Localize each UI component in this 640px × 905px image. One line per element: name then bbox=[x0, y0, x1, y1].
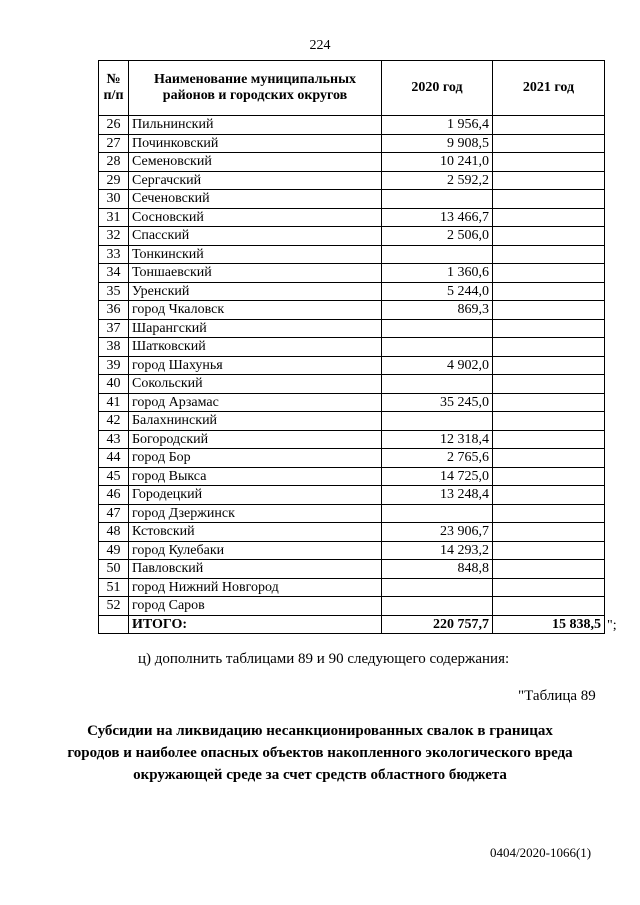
row-value-2021 bbox=[493, 578, 605, 597]
row-value-2020: 1 956,4 bbox=[382, 116, 493, 135]
table-row bbox=[99, 153, 605, 172]
row-value-2021 bbox=[493, 486, 605, 505]
row-value-2020: 1 360,6 bbox=[382, 264, 493, 283]
row-name: Балахнинский bbox=[129, 412, 382, 431]
row-num: 34 bbox=[99, 264, 129, 283]
header-name: Наименование муниципальных районов и городских округов bbox=[129, 61, 382, 116]
row-value-2020 bbox=[382, 245, 493, 264]
table-row bbox=[99, 412, 605, 431]
table-row bbox=[99, 578, 605, 597]
subsidy-table bbox=[98, 60, 605, 634]
row-num: 35 bbox=[99, 282, 129, 301]
row-num: 47 bbox=[99, 504, 129, 523]
row-name: Сосновский bbox=[129, 208, 382, 227]
table-row bbox=[99, 393, 605, 412]
table-row bbox=[99, 227, 605, 246]
row-name: город Чкаловск bbox=[129, 301, 382, 320]
row-num: 37 bbox=[99, 319, 129, 338]
table-row bbox=[99, 467, 605, 486]
total-2021: 15 838,5 bbox=[493, 615, 605, 634]
row-num: 43 bbox=[99, 430, 129, 449]
header-num: № п/п bbox=[99, 61, 129, 116]
row-value-2020 bbox=[382, 597, 493, 616]
total-2020: 220 757,7 bbox=[382, 615, 493, 634]
document-code: 0404/2020-1066(1) bbox=[490, 845, 592, 860]
row-value-2020 bbox=[382, 578, 493, 597]
row-num: 26 bbox=[99, 116, 129, 135]
row-num: 44 bbox=[99, 449, 129, 468]
row-num: 41 bbox=[99, 393, 129, 412]
row-value-2021 bbox=[493, 356, 605, 375]
row-value-2020: 2 765,6 bbox=[382, 449, 493, 468]
row-name: Сеченовский bbox=[129, 190, 382, 209]
row-value-2021 bbox=[493, 190, 605, 209]
row-value-2021 bbox=[493, 467, 605, 486]
row-value-2020: 5 244,0 bbox=[382, 282, 493, 301]
row-num: 50 bbox=[99, 560, 129, 579]
page-number: 224 bbox=[309, 38, 331, 53]
total-row bbox=[99, 615, 605, 634]
row-value-2021 bbox=[493, 116, 605, 135]
row-value-2020 bbox=[382, 190, 493, 209]
row-num: 28 bbox=[99, 153, 129, 172]
row-num: 45 bbox=[99, 467, 129, 486]
table-row bbox=[99, 430, 605, 449]
row-value-2021 bbox=[493, 560, 605, 579]
total-label: ИТОГО: bbox=[129, 615, 382, 634]
total-num bbox=[99, 615, 129, 634]
row-value-2020: 14 725,0 bbox=[382, 467, 493, 486]
row-value-2021 bbox=[493, 264, 605, 283]
row-num: 38 bbox=[99, 338, 129, 357]
table-label: "Таблица 89 bbox=[518, 688, 596, 704]
row-value-2021 bbox=[493, 282, 605, 301]
row-name: город Выкса bbox=[129, 467, 382, 486]
table-row bbox=[99, 523, 605, 542]
row-num: 42 bbox=[99, 412, 129, 431]
table-row bbox=[99, 375, 605, 394]
table-row bbox=[99, 597, 605, 616]
row-name: Починковский bbox=[129, 134, 382, 153]
row-value-2021 bbox=[493, 208, 605, 227]
row-value-2021 bbox=[493, 449, 605, 468]
row-value-2021 bbox=[493, 597, 605, 616]
row-num: 52 bbox=[99, 597, 129, 616]
table-row bbox=[99, 319, 605, 338]
row-value-2021 bbox=[493, 393, 605, 412]
row-value-2021 bbox=[493, 375, 605, 394]
row-num: 39 bbox=[99, 356, 129, 375]
row-name: Тоншаевский bbox=[129, 264, 382, 283]
row-value-2020: 14 293,2 bbox=[382, 541, 493, 560]
row-value-2021 bbox=[493, 504, 605, 523]
row-value-2020: 848,8 bbox=[382, 560, 493, 579]
row-value-2021 bbox=[493, 412, 605, 431]
row-name: Сокольский bbox=[129, 375, 382, 394]
row-name: город Кулебаки bbox=[129, 541, 382, 560]
row-value-2020: 13 248,4 bbox=[382, 486, 493, 505]
row-num: 48 bbox=[99, 523, 129, 542]
row-value-2020: 9 908,5 bbox=[382, 134, 493, 153]
table-row bbox=[99, 560, 605, 579]
table-row bbox=[99, 301, 605, 320]
row-value-2020: 4 902,0 bbox=[382, 356, 493, 375]
row-value-2021 bbox=[493, 338, 605, 357]
table-row bbox=[99, 504, 605, 523]
row-value-2020: 2 506,0 bbox=[382, 227, 493, 246]
section-heading: Субсидии на ликвидацию несанкционированных свалок в границах городов и наиболее опасных объектов накопленного экологического вреда окружающей среде за счет средств областного бюджета bbox=[67, 723, 573, 783]
row-value-2021 bbox=[493, 227, 605, 246]
row-num: 51 bbox=[99, 578, 129, 597]
row-num: 29 bbox=[99, 171, 129, 190]
row-num: 40 bbox=[99, 375, 129, 394]
instruction-text: ц) дополнить таблицами 89 и 90 следующего содержания: bbox=[138, 651, 510, 667]
row-value-2020 bbox=[382, 375, 493, 394]
table-row bbox=[99, 486, 605, 505]
row-name: город Саров bbox=[129, 597, 382, 616]
row-name: город Арзамас bbox=[129, 393, 382, 412]
row-value-2020: 13 466,7 bbox=[382, 208, 493, 227]
row-value-2020 bbox=[382, 504, 493, 523]
header-2020: 2020 год bbox=[382, 61, 493, 116]
closing-quote: "; bbox=[607, 618, 617, 633]
row-name: город Бор bbox=[129, 449, 382, 468]
row-value-2021 bbox=[493, 319, 605, 338]
table-row bbox=[99, 541, 605, 560]
table-row bbox=[99, 338, 605, 357]
row-value-2021 bbox=[493, 245, 605, 264]
row-name: Городецкий bbox=[129, 486, 382, 505]
row-value-2020 bbox=[382, 319, 493, 338]
row-num: 49 bbox=[99, 541, 129, 560]
table-row bbox=[99, 171, 605, 190]
row-num: 32 bbox=[99, 227, 129, 246]
row-value-2020: 12 318,4 bbox=[382, 430, 493, 449]
table-row bbox=[99, 116, 605, 135]
row-name: Шатковский bbox=[129, 338, 382, 357]
table-row bbox=[99, 356, 605, 375]
row-name: Спасский bbox=[129, 227, 382, 246]
row-num: 30 bbox=[99, 190, 129, 209]
row-value-2020 bbox=[382, 338, 493, 357]
row-name: Семеновский bbox=[129, 153, 382, 172]
row-value-2021 bbox=[493, 541, 605, 560]
row-num: 46 bbox=[99, 486, 129, 505]
table-row bbox=[99, 245, 605, 264]
row-num: 33 bbox=[99, 245, 129, 264]
table-row bbox=[99, 190, 605, 209]
row-value-2020: 35 245,0 bbox=[382, 393, 493, 412]
table-row bbox=[99, 264, 605, 283]
row-value-2020: 2 592,2 bbox=[382, 171, 493, 190]
row-value-2020: 23 906,7 bbox=[382, 523, 493, 542]
row-value-2021 bbox=[493, 153, 605, 172]
row-value-2020 bbox=[382, 412, 493, 431]
row-num: 31 bbox=[99, 208, 129, 227]
table-header-row bbox=[99, 61, 605, 116]
table-row bbox=[99, 208, 605, 227]
header-2021: 2021 год bbox=[493, 61, 605, 116]
row-name: Сергачский bbox=[129, 171, 382, 190]
row-name: Шарангский bbox=[129, 319, 382, 338]
row-num: 36 bbox=[99, 301, 129, 320]
row-name: Пильнинский bbox=[129, 116, 382, 135]
table-row bbox=[99, 449, 605, 468]
row-value-2021 bbox=[493, 171, 605, 190]
row-num: 27 bbox=[99, 134, 129, 153]
row-name: город Нижний Новгород bbox=[129, 578, 382, 597]
table-row bbox=[99, 134, 605, 153]
row-value-2020: 869,3 bbox=[382, 301, 493, 320]
row-name: Тонкинский bbox=[129, 245, 382, 264]
row-name: Павловский bbox=[129, 560, 382, 579]
row-name: Кстовский bbox=[129, 523, 382, 542]
row-name: Богородский bbox=[129, 430, 382, 449]
row-name: город Дзержинск bbox=[129, 504, 382, 523]
table-row bbox=[99, 282, 605, 301]
row-name: город Шахунья bbox=[129, 356, 382, 375]
row-value-2021 bbox=[493, 134, 605, 153]
row-value-2021 bbox=[493, 430, 605, 449]
row-name: Уренский bbox=[129, 282, 382, 301]
row-value-2021 bbox=[493, 301, 605, 320]
row-value-2021 bbox=[493, 523, 605, 542]
table-body bbox=[99, 116, 605, 616]
row-value-2020: 10 241,0 bbox=[382, 153, 493, 172]
